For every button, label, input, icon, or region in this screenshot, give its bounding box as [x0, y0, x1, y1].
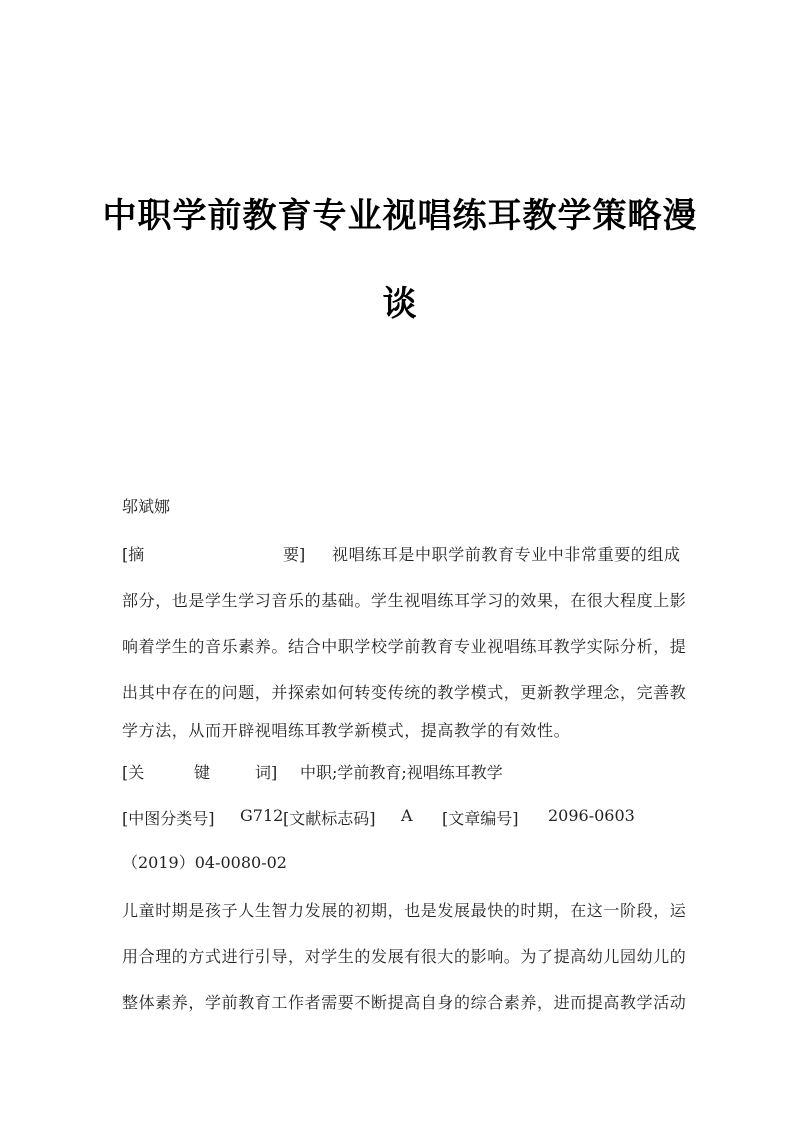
abstract-label-close: 要]: [283, 545, 306, 564]
abstract-line-5: 学方法，从而开辟视唱练耳教学新模式，提高教学的有效性。: [122, 721, 571, 740]
intro-line-2: 用合理的方式进行引导，对学生的发展有很大的影响。为了提高幼儿园幼儿的: [122, 947, 687, 966]
intro-line-3: 整体素养，学前教育工作者需要不断提高自身的综合素养，进而提高教学活动: [122, 993, 687, 1012]
keywords-label-part-2: 键: [194, 763, 211, 782]
abstract-label-open: [摘: [122, 545, 145, 564]
clc-label: [中图分类号]: [122, 809, 215, 828]
title-line-2: 谈: [382, 284, 418, 324]
clc-value: G712: [240, 806, 284, 825]
author-name: 邬斌娜: [122, 497, 171, 516]
abstract-line-2: 部分，也是学生学习音乐的基础。学生视唱练耳学习的效果，在很大程度上影: [122, 591, 687, 610]
keywords-value: 中职;学前教育;视唱练耳教学: [300, 763, 503, 782]
article-number-label: [文章编号]: [442, 809, 519, 828]
doc-code-value: A: [401, 806, 413, 825]
keywords-label-part-1: [关: [122, 763, 145, 782]
article-number-suffix: （2019）04-0080-02: [122, 853, 287, 872]
title-line-1: 中职学前教育专业视唱练耳教学策略漫: [102, 196, 698, 236]
article-number-value: 2096-0603: [548, 806, 635, 825]
abstract-line-4: 出其中存在的问题，并探索如何转变传统的教学模式，更新教学理念，完善教: [122, 683, 687, 702]
intro-line-1: 儿童时期是孩子人生智力发展的初期，也是发展最快的时期，在这一阶段，运: [122, 901, 687, 920]
abstract-line-3: 响着学生的音乐素养。结合中职学校学前教育专业视唱练耳教学实际分析，提: [122, 637, 687, 656]
abstract-line-1: 视唱练耳是中职学前教育专业中非常重要的组成: [332, 545, 681, 564]
keywords-label-part-3: 词]: [255, 763, 278, 782]
doc-code-label: [文献标志码]: [283, 809, 376, 828]
